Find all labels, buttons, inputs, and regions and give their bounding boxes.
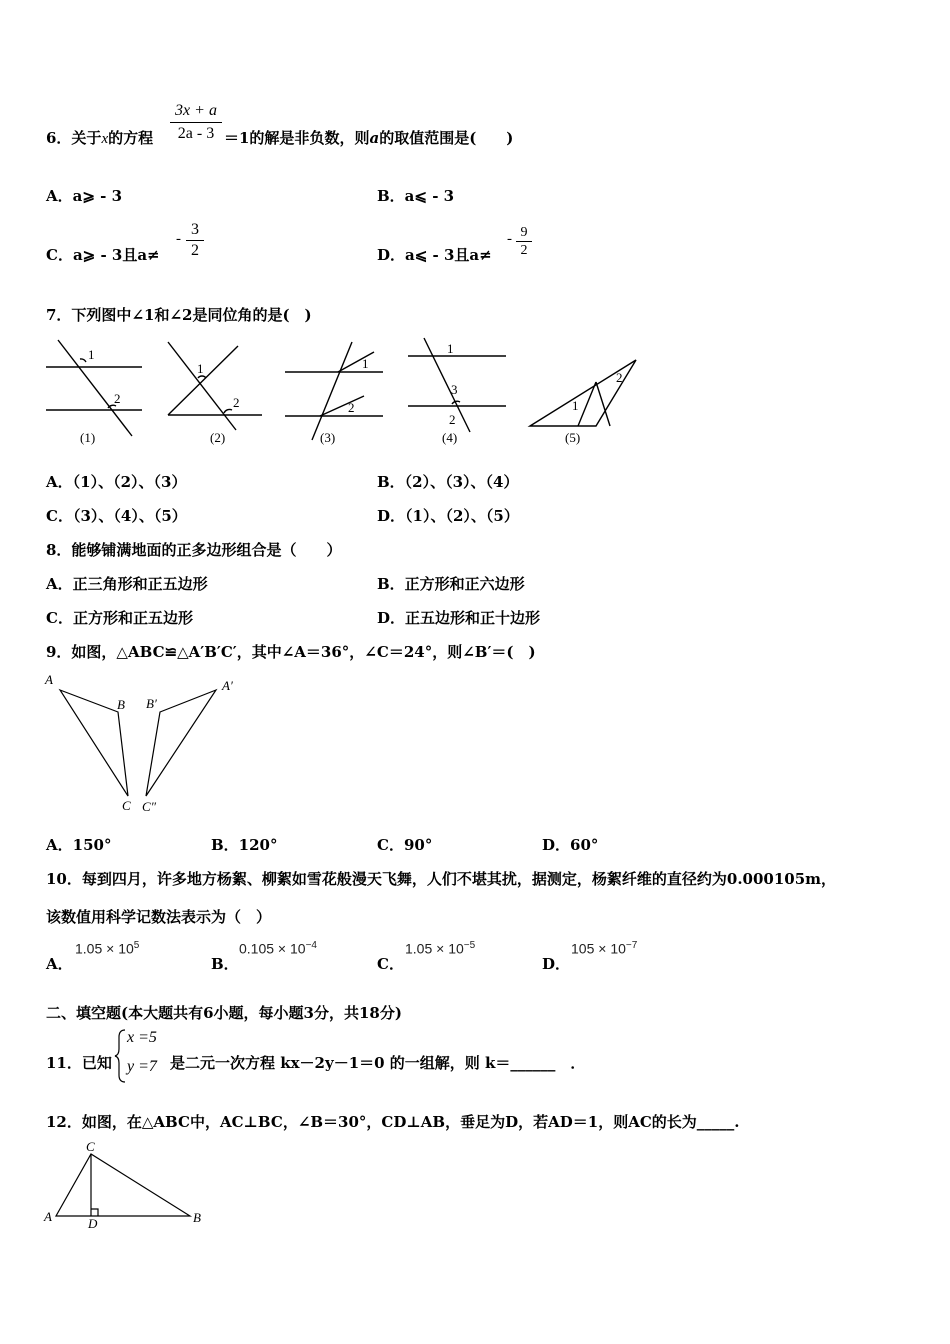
q6-fraction-numerator: 3x + a bbox=[175, 102, 217, 119]
q8-option-d[interactable]: D．正五边形和正十边形 bbox=[377, 609, 541, 627]
q7-option-d[interactable]: D．（1）、（2）、（5） bbox=[377, 507, 519, 525]
q8-option-b[interactable]: B．正方形和正六边形 bbox=[377, 575, 525, 593]
q10-option-b-exp: −4 bbox=[305, 940, 317, 951]
q10-option-b-base: 0.105 × 10 bbox=[239, 940, 306, 957]
q8-stem: 8．能够铺满地面的正多边形组合是（ ） bbox=[46, 541, 342, 559]
q6-option-a[interactable]: A．a⩾ - 3 bbox=[46, 187, 123, 205]
q10-option-a-exp: 5 bbox=[133, 940, 140, 951]
q10-option-d-exp: −7 bbox=[625, 940, 638, 951]
q6-option-b[interactable]: B．a⩽ - 3 bbox=[377, 187, 455, 205]
q7-fig4-label-3: 3 bbox=[451, 382, 458, 397]
q9-label-C-prime: C″ bbox=[142, 799, 157, 814]
q7-option-b[interactable]: B．（2）、（3）、（4） bbox=[377, 473, 519, 491]
q10-option-a-base: 1.05 × 10 bbox=[75, 940, 134, 957]
q6-option-d-den: 2 bbox=[520, 243, 528, 258]
q10-option-d-base: 105 × 10 bbox=[571, 940, 626, 957]
q10-option-c-base: 1.05 × 10 bbox=[405, 940, 464, 957]
q7-fig2-label-1: 1 bbox=[197, 361, 204, 376]
q10-option-a-label[interactable]: A． bbox=[46, 955, 73, 973]
q7-caption-1: (1) bbox=[80, 430, 96, 445]
q9-option-b[interactable]: B．120° bbox=[211, 836, 278, 854]
q7-fig2-label-2: 2 bbox=[233, 395, 240, 410]
q6-suffix: ＝1的解是非负数，则 bbox=[224, 129, 370, 147]
q7-fig5-label-2: 2 bbox=[616, 370, 623, 385]
q7-stem: 7．下列图中∠1和∠2是同位角的是( ) bbox=[46, 306, 312, 324]
q6-option-c[interactable]: C．a⩾ - 3且a≠ bbox=[46, 246, 160, 264]
q6-prefix: 6．关于 bbox=[46, 129, 102, 147]
q12-stem: 12．如图，在△ABC中，AC⊥BC，∠B＝30°，CD⊥AB，垂足为D，若AD＝1，则AC的长为_____. bbox=[46, 1113, 740, 1131]
q8-option-a[interactable]: A．正三角形和正五边形 bbox=[46, 575, 208, 593]
q11-eq1: x =5 bbox=[127, 1029, 157, 1046]
q10-option-d-label[interactable]: D． bbox=[542, 955, 571, 973]
q6-option-c-num: 3 bbox=[191, 221, 199, 238]
q9-label-B-prime: B′ bbox=[146, 696, 157, 711]
q12-label-A: A bbox=[44, 1209, 52, 1224]
q6-option-d-minus: - bbox=[507, 231, 512, 247]
q9-stem: 9．如图，△ABC≌△A′B′C′，其中∠A＝36°，∠C＝24°，则∠B′＝( ) bbox=[46, 643, 536, 661]
q7-fig5-label-1: 1 bbox=[572, 398, 579, 413]
q9-label-C: C bbox=[122, 798, 131, 813]
q9-option-d[interactable]: D．60° bbox=[542, 836, 599, 854]
q7-fig1-label-2: 2 bbox=[114, 391, 121, 406]
q7-caption-5: (5) bbox=[565, 430, 581, 445]
q11-prefix: 11．已知 bbox=[46, 1054, 112, 1072]
q7-caption-2: (2) bbox=[210, 430, 226, 445]
q6-option-d-num: 9 bbox=[520, 225, 528, 240]
q10-stem-line2: 该数值用科学记数法表示为（ ） bbox=[46, 908, 272, 926]
q7-option-a[interactable]: A．（1）、（2）、（3） bbox=[46, 473, 187, 491]
q8-option-c[interactable]: C．正方形和正五边形 bbox=[46, 609, 193, 627]
q10-stem-line1: 10．每到四月，许多地方杨絮、柳絮如雪花般漫天飞舞，人们不堪其扰，据测定，杨絮纤维的直径约为0.000105m， bbox=[46, 870, 837, 888]
q6-var-x: x bbox=[101, 131, 109, 147]
section2-title: 二、填空题(本大题共有6小题，每小题3分，共18分) bbox=[46, 1004, 402, 1022]
q6-option-c-den: 2 bbox=[191, 242, 199, 259]
q12-label-B: B bbox=[193, 1210, 201, 1225]
q11-eq2: y =7 bbox=[127, 1058, 157, 1075]
q7-caption-4: (4) bbox=[442, 430, 458, 445]
q6-var-a: a bbox=[369, 129, 380, 147]
q7-fig3-label-1: 1 bbox=[362, 356, 369, 371]
q6-option-c-minus: - bbox=[176, 231, 181, 247]
q9-label-B: B bbox=[117, 697, 125, 712]
q6-tail: 的取值范围是( ) bbox=[379, 129, 514, 147]
q10-option-c-exp: −5 bbox=[463, 940, 476, 951]
q7-fig4-label-2: 2 bbox=[449, 412, 456, 427]
q6-mid: 的方程 bbox=[108, 129, 154, 147]
q7-fig1-label-1: 1 bbox=[88, 347, 95, 362]
q12-triangle-abc bbox=[56, 1154, 190, 1216]
q11-suffix: 是二元一次方程 kx－2y－1＝0 的一组解，则 k＝______ ． bbox=[170, 1054, 586, 1072]
q9-label-A: A bbox=[45, 672, 53, 687]
q9-label-A-prime: A′ bbox=[222, 678, 233, 693]
q7-fig4-label-1: 1 bbox=[447, 341, 454, 356]
q9-option-c[interactable]: C．90° bbox=[377, 836, 433, 854]
q12-label-C: C bbox=[86, 1139, 95, 1154]
q6-fraction-denominator: 2a - 3 bbox=[177, 125, 215, 142]
q12-right-angle-mark bbox=[91, 1209, 98, 1216]
q7-option-c[interactable]: C．（3）、（4）、（5） bbox=[46, 507, 187, 525]
q6-option-d[interactable]: D．a⩽ - 3且a≠ bbox=[377, 246, 492, 264]
q12-label-D: D bbox=[88, 1216, 98, 1231]
q10-option-b-label[interactable]: B． bbox=[211, 955, 239, 973]
q7-caption-3: (3) bbox=[320, 430, 336, 445]
q9-option-a[interactable]: A．150° bbox=[46, 836, 112, 854]
q10-option-c-label[interactable]: C． bbox=[377, 955, 404, 973]
q7-fig3-label-2: 2 bbox=[348, 400, 355, 415]
